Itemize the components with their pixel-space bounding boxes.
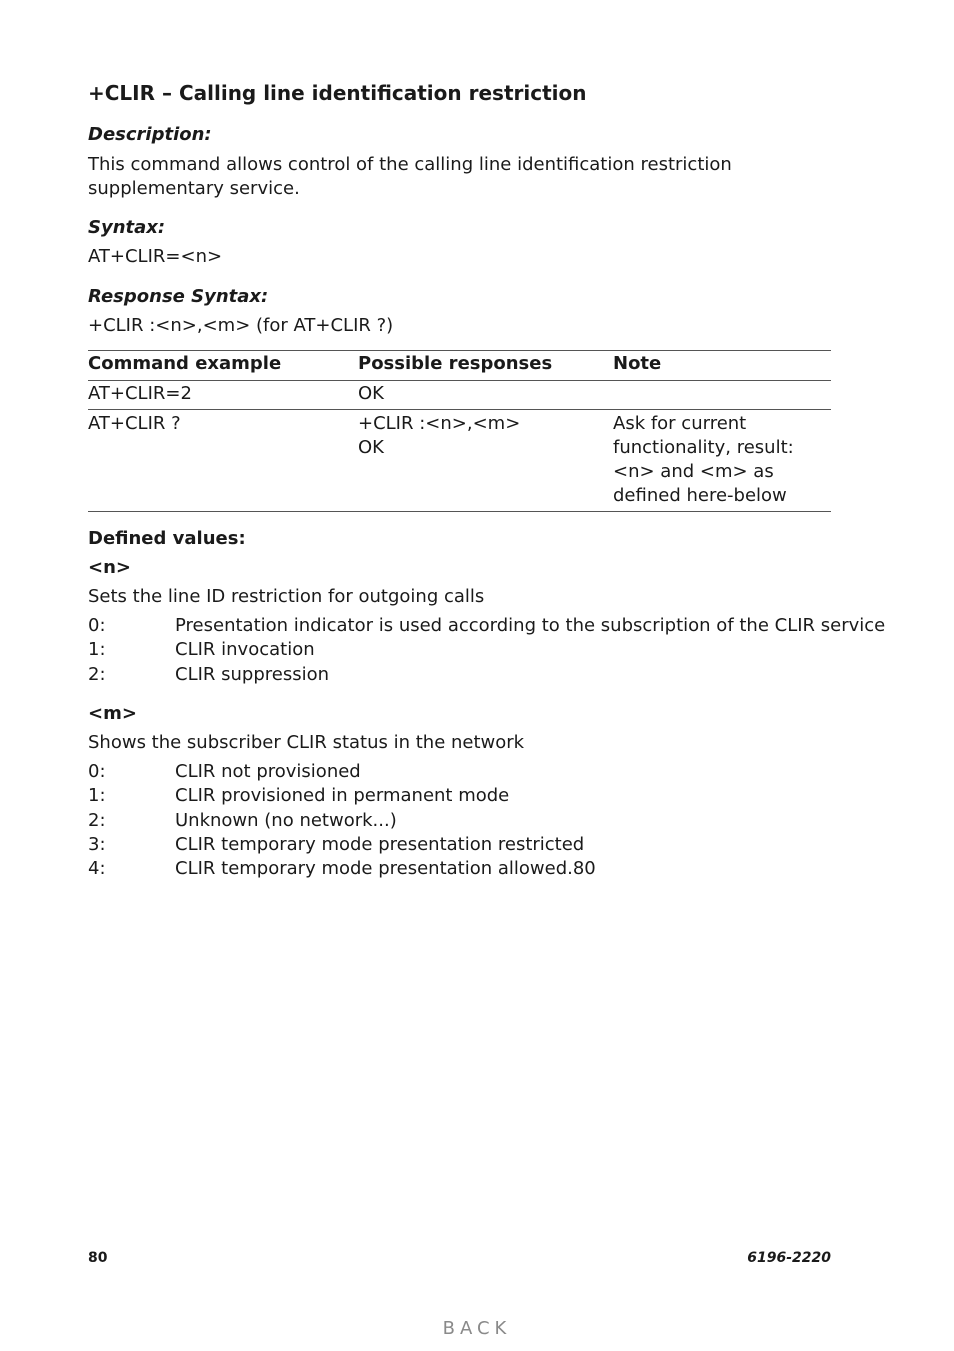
list-item: [88, 760, 596, 784]
list-item: [88, 833, 596, 857]
page-title: +CLIR – Calling line identification restriction: [88, 81, 587, 105]
param-n-values: [88, 614, 885, 687]
response-line: +CLIR :<n>,<m>: [358, 413, 521, 434]
value-text: CLIR not provisioned: [175, 761, 361, 782]
cell-command: AT+CLIR ?: [88, 413, 181, 434]
list-item: [88, 614, 885, 638]
param-n-description: Sets the line ID restriction for outgoing calls: [88, 586, 485, 607]
value-text: CLIR temporary mode presentation allowed.80: [175, 858, 596, 880]
column-header-responses: Possible responses: [358, 353, 553, 374]
list-item: [88, 857, 596, 881]
response-line: OK: [358, 383, 384, 404]
page-number: 80: [88, 1250, 108, 1266]
cell-responses: [358, 381, 613, 410]
list-item: [88, 663, 885, 687]
document-id: 6196-2220: [747, 1250, 831, 1266]
syntax-text: AT+CLIR=<n>: [88, 246, 223, 267]
column-header-command: Command example: [88, 353, 282, 374]
cell-command: AT+CLIR=2: [88, 383, 192, 404]
list-item: [88, 784, 596, 808]
param-m-description: Shows the subscriber CLIR status in the network: [88, 732, 525, 753]
list-item: [88, 809, 596, 833]
defined-values-heading: Defined values:: [88, 528, 246, 549]
param-n-label: <n>: [88, 557, 131, 578]
table-row: [88, 381, 831, 410]
response-syntax-text: +CLIR :<n>,<m> (for AT+CLIR ?): [88, 315, 394, 336]
cell-note: Ask for current functionality, result: <n> and <m> as defined here-below: [613, 413, 794, 506]
back-link[interactable]: BACK: [442, 1318, 512, 1339]
column-header-note: Note: [613, 353, 662, 374]
value-key: 2:: [88, 663, 106, 685]
value-text: CLIR provisioned in permanent mode: [175, 785, 510, 807]
value-text: Unknown (no network...): [175, 809, 397, 831]
value-key: 2:: [88, 809, 106, 831]
description-text: This command allows control of the calling line identification restriction supplementary service.: [88, 154, 732, 199]
value-text: Presentation indicator is used according to the subscription of the CLIR service: [175, 615, 886, 636]
syntax-heading: Syntax:: [88, 217, 166, 238]
response-line: OK: [358, 437, 384, 458]
value-key: 4:: [88, 858, 106, 880]
command-table: [88, 350, 831, 512]
value-key: 1:: [88, 639, 106, 661]
param-m-values: [88, 760, 596, 881]
table-row: [88, 410, 831, 512]
cell-note: [613, 381, 831, 410]
description-heading: Description:: [88, 124, 212, 145]
table-header-row: [88, 351, 831, 381]
value-key: 0:: [88, 761, 106, 782]
response-syntax-heading: Response Syntax:: [88, 286, 269, 307]
cell-responses: [358, 410, 613, 512]
list-item: [88, 638, 885, 662]
param-m-label: <m>: [88, 703, 137, 724]
value-key: 3:: [88, 833, 106, 855]
value-text: CLIR invocation: [175, 639, 315, 661]
value-key: 0:: [88, 615, 106, 636]
value-text: CLIR temporary mode presentation restricted: [175, 833, 585, 855]
value-key: 1:: [88, 785, 106, 807]
value-text: CLIR suppression: [175, 663, 330, 685]
